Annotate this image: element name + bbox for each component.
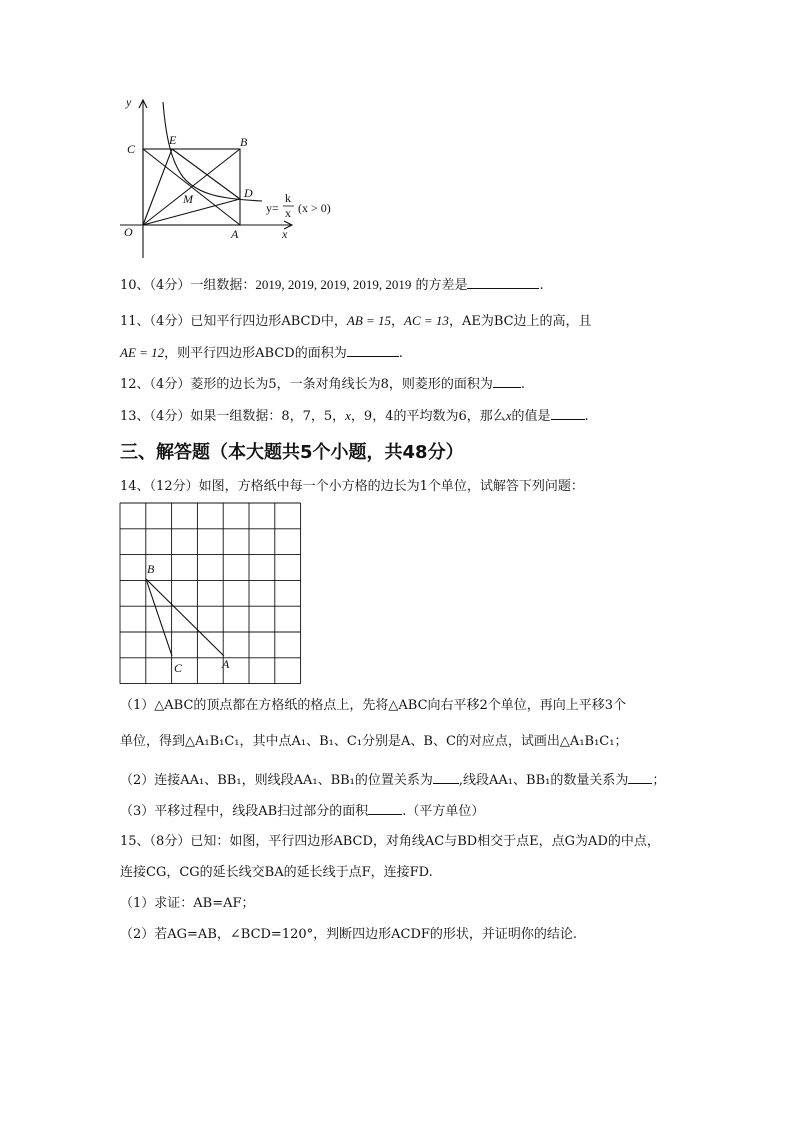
q11-end: . bbox=[398, 346, 403, 361]
label-b: B bbox=[240, 135, 248, 149]
q13-x1: x bbox=[345, 408, 351, 423]
grid-lines bbox=[120, 503, 301, 684]
q13-x2: x bbox=[505, 408, 512, 423]
question-15-line2: 连接CG，CG的延长线交BA的延长线于点F，连接FD. bbox=[120, 865, 433, 880]
q14-part3 bbox=[120, 801, 484, 821]
q10-suffix: 的方差是 bbox=[411, 278, 468, 293]
q13-text3: 的值是 bbox=[511, 409, 551, 424]
label-x: x bbox=[282, 227, 288, 241]
q10-data: 2019, 2019, 2019, 2019, 2019 bbox=[255, 277, 412, 292]
q11-text-c: ，则平行四边形ABCD的面积为 bbox=[164, 346, 347, 361]
question-15-part2: （2）若AG=AB，∠BCD=120°，判断四边形ACDF的形状，并证明你的结论. bbox=[120, 927, 578, 942]
label-m: M bbox=[183, 192, 193, 206]
q13-text: 13、（4分）如果一组数据：8，7，5， bbox=[120, 409, 346, 424]
q14-part2 bbox=[120, 770, 665, 790]
question-15-part1: （1）求证：AB=AF； bbox=[120, 896, 255, 911]
q14-p2-a: （2）连接AA₁、BB₁，则线段AA₁、BB₁的位置关系为 bbox=[120, 773, 433, 788]
grid-label-a: A bbox=[222, 657, 230, 671]
q13-text2: ，9，4的平均数为6，那么 bbox=[350, 409, 506, 424]
question-14-intro: 14、（12分）如图，方格纸中每一个小方格的边长为1个单位，试解答下列问题： bbox=[120, 479, 584, 494]
q14-p3-b: .（平方单位） bbox=[402, 804, 485, 819]
q11-text-b: ，AE为BC边上的高，且 bbox=[448, 314, 592, 329]
q10-prefix: 10、（4分）一组数据： bbox=[120, 278, 256, 293]
section-3-heading: 三、解答题（本大题共5个小题，共48分） bbox=[120, 442, 464, 463]
q11-ae: AE = 12 bbox=[120, 345, 165, 360]
q13-end: . bbox=[584, 409, 589, 424]
grid-label-c: C bbox=[174, 661, 183, 675]
q12-end: . bbox=[520, 377, 525, 392]
q11-ab: AB = 15 bbox=[346, 313, 392, 328]
q14-part1-line1: （1）△ABC的顶点都在方格纸的格点上，先将△ABC向右平移2个单位，再向上平移3个 bbox=[120, 698, 627, 713]
label-o: O bbox=[124, 225, 133, 239]
segment-b-a bbox=[146, 579, 224, 656]
q14-p2-b: ,线段AA₁、BB₁的数量关系为 bbox=[458, 773, 629, 788]
q14-p3-a: （3）平移过程中，线段AB扫过部分的面积 bbox=[120, 804, 369, 819]
q14-part1-line2: 单位，得到△A₁B₁C₁，其中点A₁、B₁、C₁分别是A、B、C的对应点，试画出△A₁B₁C₁； bbox=[120, 734, 628, 749]
segment-b-c bbox=[146, 579, 172, 656]
q10-end: . bbox=[539, 278, 544, 293]
grid-label-b: B bbox=[147, 562, 155, 576]
label-d: D bbox=[244, 186, 253, 200]
label-y: y bbox=[126, 95, 132, 109]
q14-p3-blank[interactable] bbox=[368, 801, 402, 815]
q14-p2-blank1[interactable] bbox=[433, 770, 459, 784]
label-a: A bbox=[231, 227, 239, 241]
question-15-line1: 15、（8分）已知：如图，平行四边形ABCD，对角线AC与BD相交于点E，点G为AD的中点， bbox=[120, 834, 660, 849]
eq-denominator: x bbox=[285, 206, 291, 220]
eq-prefix: y= bbox=[266, 201, 279, 215]
q12-text: 12、（4分）菱形的边长为5，一条对角线长为8，则菱形的面积为 bbox=[120, 377, 493, 392]
eq-numerator: k bbox=[285, 191, 291, 205]
label-e: E bbox=[169, 133, 177, 147]
q11-ac: AC = 13 bbox=[404, 313, 449, 328]
q11-sep: ， bbox=[391, 314, 405, 329]
q14-p2-end: ； bbox=[652, 773, 666, 788]
label-c: C bbox=[127, 142, 136, 156]
q11-text-a: 11、（4分）已知平行四边形ABCD中， bbox=[120, 314, 347, 329]
q14-p2-blank2[interactable] bbox=[628, 770, 652, 784]
eq-condition: (x > 0) bbox=[298, 201, 331, 215]
